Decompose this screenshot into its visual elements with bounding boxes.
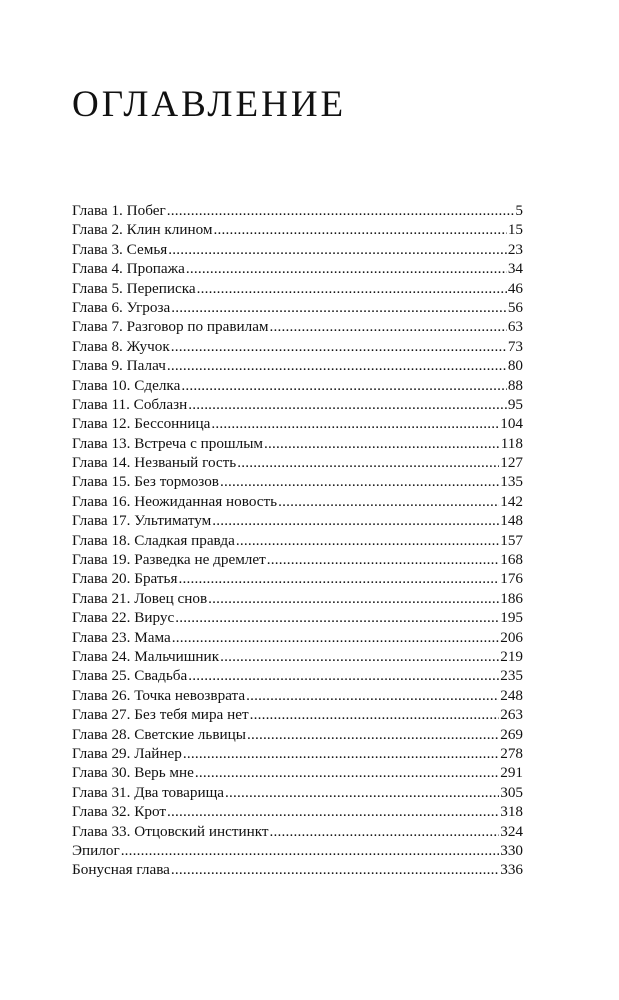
toc-entry-title: Глава 6. Угроза <box>72 298 171 316</box>
toc-entry-title: Глава 30. Верь мне <box>72 764 194 782</box>
toc-dot-leader <box>267 550 499 569</box>
toc-dot-leader <box>270 822 500 841</box>
toc-entry <box>72 511 523 530</box>
toc-entry <box>72 259 523 278</box>
toc-entry-title: Глава 18. Сладкая правда <box>72 531 235 549</box>
toc-entry-page-number: 336 <box>500 861 523 879</box>
toc-entry-page-number: 235 <box>500 667 523 685</box>
toc-dot-leader <box>171 298 507 317</box>
toc-entry-title: Глава 25. Свадьба <box>72 667 188 685</box>
toc-entry-title: Глава 24. Мальчишник <box>72 647 220 665</box>
toc-entry-title: Глава 4. Пропажа <box>72 260 185 278</box>
toc-entry <box>72 317 523 336</box>
toc-entry-title: Глава 16. Неожиданная новость <box>72 492 278 510</box>
page-title: ОГЛАВЛЕНИЕ <box>72 84 347 125</box>
toc-dot-leader <box>250 705 500 724</box>
toc-entry <box>72 783 523 802</box>
toc-entry-page-number: 135 <box>500 473 523 491</box>
toc-entry-page-number: 219 <box>500 647 523 665</box>
toc-entry-page-number: 104 <box>500 415 523 433</box>
toc-entry-page-number: 95 <box>507 395 523 413</box>
toc-entry-title: Глава 19. Разведка не дремлет <box>72 551 266 569</box>
toc-dot-leader <box>188 395 507 414</box>
toc-entry-page-number: 186 <box>500 589 523 607</box>
toc-entry-page-number: 88 <box>507 376 523 394</box>
toc-entry-page-number: 23 <box>507 240 523 258</box>
toc-entry-page-number: 118 <box>500 434 523 452</box>
toc-entry <box>72 725 523 744</box>
toc-entry-page-number: 305 <box>500 783 523 801</box>
toc-entry-title: Глава 1. Побег <box>72 202 166 219</box>
toc-entry-title: Бонусная глава <box>72 861 170 879</box>
toc-entry <box>72 279 523 298</box>
toc-dot-leader <box>220 647 499 666</box>
toc-dot-leader <box>278 492 499 511</box>
toc-dot-leader <box>178 569 499 588</box>
toc-dot-leader <box>186 259 507 278</box>
toc-entry <box>72 647 523 666</box>
toc-entry-page-number: 291 <box>500 764 523 782</box>
toc-entry-title: Глава 10. Сделка <box>72 376 181 394</box>
toc-dot-leader <box>237 453 499 472</box>
toc-dot-leader <box>167 201 515 220</box>
toc-entry-title: Глава 8. Жучок <box>72 337 170 355</box>
toc-entry <box>72 201 523 220</box>
toc-entry-title: Глава 22. Вирус <box>72 609 175 627</box>
toc-entry <box>72 550 523 569</box>
toc-entry <box>72 822 523 841</box>
toc-entry <box>72 453 523 472</box>
toc-entry <box>72 337 523 356</box>
toc-entry-page-number: 56 <box>507 298 523 316</box>
toc-entry <box>72 705 523 724</box>
table-of-contents <box>72 201 523 880</box>
toc-dot-leader <box>172 628 499 647</box>
toc-entry-title: Глава 21. Ловец снов <box>72 589 208 607</box>
toc-entry-page-number: 73 <box>507 337 523 355</box>
toc-entry <box>72 240 523 259</box>
toc-entry-page-number: 46 <box>507 279 523 297</box>
toc-dot-leader <box>208 589 499 608</box>
toc-dot-leader <box>247 725 499 744</box>
toc-entry-title: Глава 17. Ультиматум <box>72 512 212 530</box>
toc-dot-leader <box>121 841 500 860</box>
toc-entry-title: Глава 12. Бессонница <box>72 415 211 433</box>
toc-entry-page-number: 318 <box>500 803 523 821</box>
toc-entry <box>72 686 523 705</box>
toc-entry <box>72 608 523 627</box>
toc-entry <box>72 356 523 375</box>
toc-entry-page-number: 148 <box>500 512 523 530</box>
toc-entry <box>72 841 523 860</box>
toc-entry-page-number: 34 <box>507 260 523 278</box>
toc-dot-leader <box>175 608 499 627</box>
toc-dot-leader <box>214 220 507 239</box>
toc-dot-leader <box>246 686 499 705</box>
toc-entry <box>72 763 523 782</box>
toc-entry-title: Глава 5. Переписка <box>72 279 196 297</box>
toc-entry <box>72 298 523 317</box>
toc-entry <box>72 395 523 414</box>
toc-dot-leader <box>212 511 499 530</box>
toc-entry-page-number: 63 <box>507 318 523 336</box>
toc-entry-page-number: 248 <box>500 686 523 704</box>
toc-entry <box>72 569 523 588</box>
toc-entry <box>72 744 523 763</box>
toc-dot-leader <box>181 376 506 395</box>
toc-entry-title: Глава 23. Мама <box>72 628 171 646</box>
toc-entry-page-number: 176 <box>500 570 523 588</box>
toc-entry <box>72 860 523 879</box>
toc-entry-title: Глава 7. Разговор по правилам <box>72 318 269 336</box>
toc-dot-leader <box>236 531 499 550</box>
toc-entry <box>72 492 523 511</box>
toc-entry-title: Глава 31. Два товарища <box>72 783 225 801</box>
toc-entry <box>72 531 523 550</box>
toc-dot-leader <box>167 802 499 821</box>
toc-entry-title: Глава 11. Соблазн <box>72 395 188 413</box>
toc-entry-title: Эпилог <box>72 841 120 859</box>
toc-entry-title: Глава 9. Палач <box>72 357 166 375</box>
toc-entry-title: Глава 28. Светские львицы <box>72 725 246 743</box>
toc-entry-title: Глава 26. Точка невозврата <box>72 686 246 704</box>
toc-entry-page-number: 5 <box>515 202 523 219</box>
toc-entry-page-number: 263 <box>500 706 523 724</box>
toc-dot-leader <box>225 783 499 802</box>
toc-entry <box>72 802 523 821</box>
toc-entry-title: Глава 20. Братья <box>72 570 178 588</box>
toc-entry-title: Глава 33. Отцовский инстинкт <box>72 822 269 840</box>
toc-entry-page-number: 330 <box>500 841 523 859</box>
toc-entry-page-number: 206 <box>500 628 523 646</box>
toc-entry-title: Глава 32. Крот <box>72 803 167 821</box>
toc-dot-leader <box>264 434 500 453</box>
toc-entry-title: Глава 2. Клин клином <box>72 221 213 239</box>
toc-entry-title: Глава 14. Незваный гость <box>72 454 237 472</box>
toc-entry-page-number: 157 <box>500 531 523 549</box>
toc-dot-leader <box>195 763 499 782</box>
toc-entry-page-number: 269 <box>500 725 523 743</box>
toc-entry-page-number: 168 <box>500 551 523 569</box>
toc-entry <box>72 666 523 685</box>
toc-entry <box>72 472 523 491</box>
toc-entry-page-number: 80 <box>507 357 523 375</box>
toc-dot-leader <box>171 860 499 879</box>
toc-dot-leader <box>220 472 499 491</box>
toc-dot-leader <box>197 279 507 298</box>
toc-entry-page-number: 15 <box>507 221 523 239</box>
toc-dot-leader <box>183 744 499 763</box>
toc-entry <box>72 414 523 433</box>
toc-entry-page-number: 278 <box>500 744 523 762</box>
toc-entry-title: Глава 13. Встреча с прошлым <box>72 434 264 452</box>
toc-entry-title: Глава 3. Семья <box>72 240 168 258</box>
toc-dot-leader <box>211 414 499 433</box>
toc-entry-page-number: 195 <box>500 609 523 627</box>
toc-entry <box>72 589 523 608</box>
toc-entry-title: Глава 29. Лайнер <box>72 744 182 762</box>
toc-entry-title: Глава 15. Без тормозов <box>72 473 219 491</box>
toc-dot-leader <box>171 337 507 356</box>
toc-entry <box>72 628 523 647</box>
toc-dot-leader <box>168 240 507 259</box>
toc-entry <box>72 376 523 395</box>
toc-dot-leader <box>167 356 507 375</box>
toc-entry <box>72 434 523 453</box>
toc-dot-leader <box>270 317 507 336</box>
toc-entry-page-number: 127 <box>500 454 523 472</box>
toc-entry <box>72 220 523 239</box>
toc-entry-title: Глава 27. Без тебя мира нет <box>72 706 249 724</box>
toc-dot-leader <box>188 666 499 685</box>
toc-entry-page-number: 142 <box>500 492 523 510</box>
toc-entry-page-number: 324 <box>500 822 523 840</box>
